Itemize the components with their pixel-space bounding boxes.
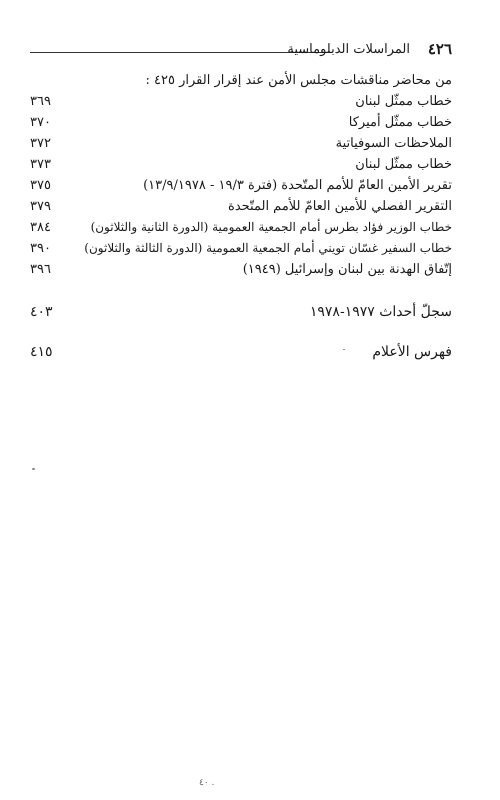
toc-entry-title: خطاب ممثّل لبنان xyxy=(355,94,452,109)
toc-entry xyxy=(30,199,452,219)
toc-entry-title: خطاب ممثّل لبنان xyxy=(355,157,452,172)
toc-entry-page: ٣٩٦ xyxy=(30,262,51,277)
toc-entry xyxy=(30,136,452,156)
toc-entry-title: تقرير الأمين العامّ للأمم المتّحدة (فترة ١٩/٣ - ١٣/٩/١٩٧٨) xyxy=(143,178,452,193)
toc-section-page: ٤١٥ xyxy=(30,344,53,360)
toc-entry-page: ٣٩٠ xyxy=(30,241,51,256)
toc-entry-title: إتّفاق الهدنة بين لبنان وإسرائيل (١٩٤٩) xyxy=(242,262,452,277)
toc-section-page: ٤٠٣ xyxy=(30,304,53,320)
print-speck xyxy=(343,349,345,350)
toc-section xyxy=(30,304,452,324)
toc-entry-title: خطاب الوزير فؤاد بطرس أمام الجمعية العمومية (الدورة الثانية والثلاثون) xyxy=(90,220,452,234)
toc-entry-page: ٣٧٠ xyxy=(30,115,51,130)
toc-entry xyxy=(30,115,452,135)
running-header xyxy=(30,40,452,64)
toc-entry-title: خطاب السفير غسّان تويني أمام الجمعية العمومية (الدورة الثالثة والثلاثون) xyxy=(84,241,452,255)
toc-entry-title: التقرير الفصلي للأمين العامّ للأمم المتّحدة xyxy=(228,199,452,214)
intro-line: من محاضر مناقشات مجلس الأمن عند إقرار القرار ٤٢٥ : xyxy=(145,73,452,88)
toc-entry-title: خطاب ممثّل أميركا xyxy=(348,115,452,130)
header-rule xyxy=(30,52,330,53)
toc-entry-page: ٣٧٣ xyxy=(30,157,51,172)
toc-entry xyxy=(30,157,452,177)
toc-section-title: سجلّ أحداث ١٩٧٧-١٩٧٨ xyxy=(309,304,452,320)
footer-mark: ٤٠ . xyxy=(199,778,215,788)
header-page-number: ٤٢٦ xyxy=(427,40,452,58)
toc-section xyxy=(30,344,452,364)
header-title: المراسلات الدبلوماسية xyxy=(287,42,410,57)
toc-entry-page: ٣٨٤ xyxy=(30,220,51,235)
toc-entry xyxy=(30,178,452,198)
toc-entry-page: ٣٧٢ xyxy=(30,136,51,151)
toc-entry-page: ٣٧٩ xyxy=(30,199,51,214)
print-speck xyxy=(32,468,35,470)
toc-entry xyxy=(30,220,452,240)
toc-entry-page: ٣٧٥ xyxy=(30,178,51,193)
toc-entry xyxy=(30,94,452,114)
toc-entry xyxy=(30,241,452,261)
toc-entry xyxy=(30,262,452,282)
toc-entry-title: الملاحظات السوفياتية xyxy=(335,136,452,151)
toc-entry-page: ٣٦٩ xyxy=(30,94,51,109)
toc-section-title: فهرس الأعلام xyxy=(372,344,452,360)
